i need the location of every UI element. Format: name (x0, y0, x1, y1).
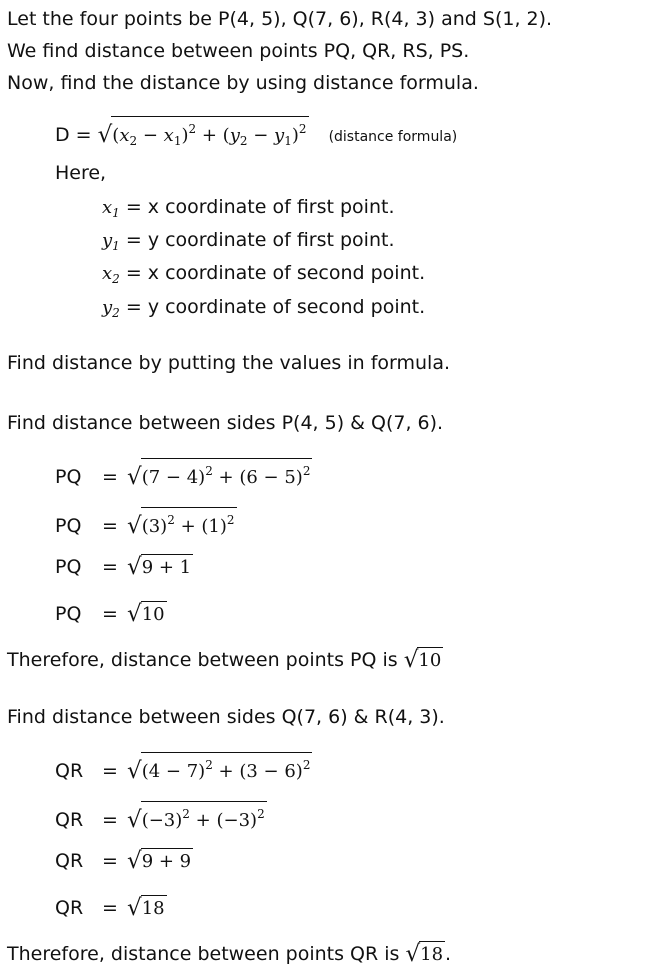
qr-label: QR (55, 809, 84, 831)
intro-line-2: We find distance between points PQ, QR, RS, PS. (7, 40, 470, 62)
definition-x1-text: = x coordinate of first point. (125, 196, 395, 218)
qr-result: √18 (405, 941, 444, 967)
definition-y1-text: = y coordinate of first point. (125, 229, 395, 251)
definition-x1: $x_1 = x$ coordinate of first point. (102, 196, 395, 220)
qr-heading: Find distance between sides Q(7, 6) & R(4, 3). (7, 706, 445, 728)
distance-formula (55, 116, 457, 154)
definition-y2-text: = y coordinate of second point. (125, 296, 426, 318)
pq-label: PQ (55, 515, 82, 537)
definition-y2: $y_2 = y$ coordinate of second point. (102, 296, 426, 320)
pq-label: PQ (55, 556, 82, 578)
intro-line-1: Let the four points be P(4, 5), Q(7, 6), R(4, 3) and S(1, 2). (7, 8, 553, 30)
pq-result: √10 (403, 647, 442, 673)
pq-conclusion: Therefore, distance between points PQ is √10 (7, 647, 442, 673)
qr-step-3: QR = √9 + 9 (55, 848, 192, 874)
qr-step-4: QR = √18 (55, 895, 165, 921)
pq-step-4: PQ = √10 (55, 601, 165, 627)
pq-heading: Find distance between sides P(4, 5) & Q(7, 6). (7, 412, 444, 434)
pq-label: PQ (55, 466, 82, 488)
pq-step-1: PQ = $√(7 - 4)^2 + (6 - 5)^2$ (55, 458, 312, 490)
here-label: Here, (55, 162, 107, 184)
definition-x2: $x_2 = x$ coordinate of second point. (102, 262, 426, 286)
qr-label: QR (55, 897, 84, 919)
formula-note: (distance formula) (328, 129, 458, 145)
qr-label: QR (55, 850, 84, 872)
put-values-text: Find distance by putting the values in formula. (7, 352, 451, 374)
definition-x2-text: = x coordinate of second point. (125, 262, 426, 284)
qr-conclusion: Therefore, distance between points QR is √18 . (7, 941, 452, 967)
formula-root: $√(x_2 - x_1)^2 + (y_2 - y_1)^2$ (98, 116, 309, 154)
definition-y1: $y_1 = y$ coordinate of first point. (102, 229, 395, 253)
pq-step-2: PQ = $√(3)^2 + (1)^2$ (55, 507, 237, 539)
formula-lhs: D = (55, 124, 92, 146)
qr-step-1: QR = $√(4 - 7)^2 + (3 - 6)^2$ (55, 752, 312, 784)
pq-label: PQ (55, 603, 82, 625)
pq-step-3: PQ = √9 + 1 (55, 554, 192, 580)
qr-label: QR (55, 760, 84, 782)
intro-line-3: Now, find the distance by using distance formula. (7, 72, 479, 94)
qr-step-2: QR = $√(-3)^2 + (-3)^2$ (55, 801, 267, 833)
